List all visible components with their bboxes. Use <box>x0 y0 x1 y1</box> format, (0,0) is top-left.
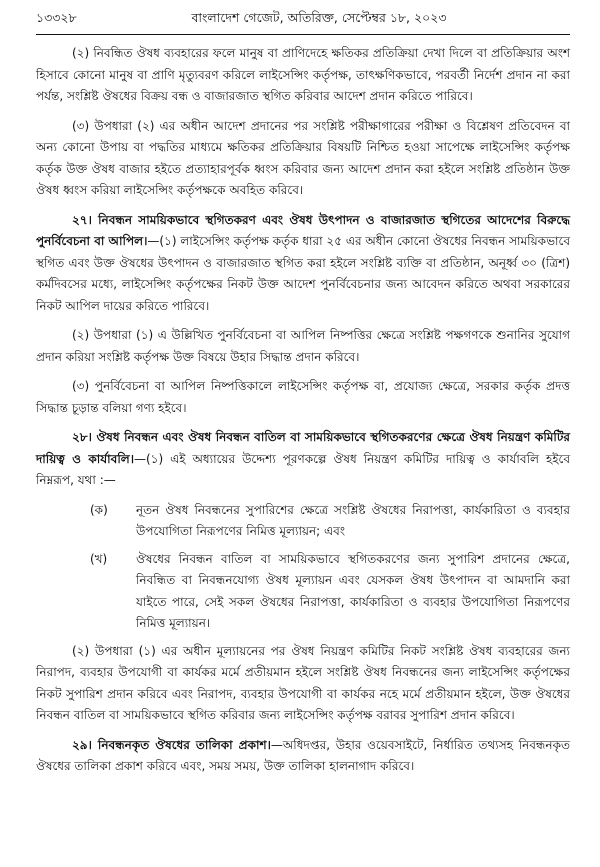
list-item-text: ঔষধের নিবন্ধন বাতিল বা সাময়িকভাবে স্থগিতকরণের জন্য সুপারিশ প্রদানের ক্ষেত্রে, নিবন্ধিত বা নিবন্ধনযোগ্য ঔষধ মূল্যায়ন এবং যেসকল ঔষধ উৎপাদন বা আমদানি করা যাইতে পারে, সেই সকল ঔষধের নিরাপত্তা, কার্যকারিতা ও ব্যবহার উপযোগিতা নিরূপণের নিমিত্ত মূল্যায়ন। <box>136 551 570 630</box>
section-27-heading: ২৭। নিবন্ধন সাময়িকভাবে স্থগিতকরণ এবং ঔষধ উৎপাদন ও বাজারজাত স্থগিতের আদেশের বিরুদ্ধে পুনর্বিবেচনা বা আপিল। <box>36 212 570 248</box>
page-number: ১৩৩২৮ <box>36 10 77 25</box>
section-27-body: —(১) লাইসেন্সিং কর্তৃপক্ষ কর্তৃক ধারা ২৫ এর অধীন কোনো ঔষধের নিবন্ধন সাময়িকভাবে স্থগিত এবং উক্ত ঔষধের উৎপাদন ও বাজারজাত স্থগিত করা হইলে সংশ্লিষ্ট ব্যক্তি বা প্রতিষ্ঠান, অনূর্ধ্ব ৩০ (ত্রিশ) কর্মদিবসের মধ্যে, লাইসেন্সিং কর্তৃপক্ষের নিকট উক্ত আদেশ পুনর্বিবেচনার জন্য আবেদন করিতে অথবা সরকারের নিকট আপিল দায়ের করিতে পারিবে। <box>36 234 570 313</box>
section-28-heading: ২৮। ঔষধ নিবন্ধন এবং ঔষধ নিবন্ধন বাতিল বা সাময়িকভাবে স্থগিতকরণের ক্ষেত্রে ঔষধ নিয়ন্ত্রণ কমিটির দায়িত্ব ও কার্যাবলি। <box>36 430 570 466</box>
gazette-title: বাংলাদেশ গেজেট, অতিরিক্ত, সেপ্টেম্বর ১৮, ২০২৩ <box>191 10 447 25</box>
section-28-paragraph-1 <box>36 427 570 492</box>
paragraph-25-2: (২) নিবন্ধিত ঔষধ ব্যবহারের ফলে মানুষ বা প্রাণিদেহে ক্ষতিকর প্রতিক্রিয়া দেখা দিলে বা প্রতিক্রিয়ার অংশ হিসাবে কোনো মানুষ বা প্রাণি মৃত্যুবরণ করিলে লাইসেন্সিং কর্তৃপক্ষ, তাৎক্ষণিকভাবে, পরবর্তী নির্দেশ প্রদান না করা পর্যন্ত, সংশ্লিষ্ট ঔষধের বিক্রয় বন্ধ ও বাজারজাত স্থগিত করিবার আদেশ প্রদান করিতে পারিবে। <box>36 46 570 103</box>
list-item <box>90 549 570 635</box>
list-item-text: নূতন ঔষধ নিবন্ধনের সুপারিশের ক্ষেত্রে সংশ্লিষ্ট ঔষধের নিরাপত্তা, কার্যকারিতা ও ব্যবহার উপযোগিতা নিরূপণের নিমিত্ত মূল্যায়ন; এবং <box>136 502 570 538</box>
section-28-body: —(১) এই অধ্যায়ের উদ্দেশ্য পূরণকল্পে ঔষধ নিয়ন্ত্রণ কমিটির দায়িত্ব ও কার্যাবলি হইবে নিম্নরূপ, যথা :— <box>36 451 571 487</box>
list-item-marker: (খ) <box>90 551 108 566</box>
section-28-paragraph-2: (২) উপধারা (১) এর অধীন মূল্যায়নের পর ঔষধ নিয়ন্ত্রণ কমিটির নিকট সংশ্লিষ্ট ঔষধ ব্যবহারের জন্য নিরাপদ, ব্যবহার উপযোগী বা কার্যকর মর্মে প্রতীয়মান হইলে সংশ্লিষ্ট ঔষধ নিবন্ধনের জন্য লাইসেন্সিং কর্তৃপক্ষের নিকট সুপারিশ প্রদান করিবে এবং নিরাপদ, ব্যবহার উপযোগী বা কার্যকর নহে মর্মে প্রতীয়মান হইলে, উক্ত ঔষধের নিবন্ধন বাতিল বা সাময়িকভাবে স্থগিত করিবার জন্য লাইসেন্সিং কর্তৃপক্ষ বরাবর সুপারিশ প্রদান করিবে। <box>36 643 570 722</box>
header-rule <box>36 34 570 35</box>
section-27-paragraph-3: (৩) পুনর্বিবেচনা বা আপিল নিষ্পত্তিকালে লাইসেন্সিং কর্তৃপক্ষ বা, প্রযোজ্য ক্ষেত্রে, সরকার কর্তৃক প্রদত্ত সিদ্ধান্ত চূড়ান্ত বলিয়া গণ্য হইবে। <box>36 379 570 415</box>
section-27-paragraph-2: (২) উপধারা (১) এ উল্লিখিত পুনর্বিবেচনা বা আপিল নিষ্পত্তির ক্ষেত্রে সংশ্লিষ্ট পক্ষগণকে শুনানির সুযোগ প্রদান করিয়া সংশ্লিষ্ট কর্তৃপক্ষ উক্ত বিষয়ে উহার সিদ্ধান্ত প্রদান করিবে। <box>36 328 570 364</box>
page-header <box>36 10 570 32</box>
section-29-heading: ২৯। নিবন্ধনকৃত ঔষধের তালিকা প্রকাশ। <box>72 737 271 752</box>
list-item-marker: (ক) <box>90 502 108 517</box>
section-29-body: —অধিদপ্তর, উহার ওয়েবসাইটে, নির্ধারিত তথ্যসহ নিবন্ধনকৃত ঔষধের তালিকা প্রকাশ করিবে এবং, সময় সময়, উক্ত তালিকা হালনাগাদ করিবে। <box>36 737 570 773</box>
paragraph-25-3: (৩) উপধারা (২) এর অধীন আদেশ প্রদানের পর সংশ্লিষ্ট পরীক্ষাগারের পরীক্ষা ও বিশ্লেষণ প্রতিবেদন বা অন্য কোনো উপায় বা পদ্ধতির মাধ্যমে ক্ষতিকর প্রতিক্রিয়ার বিষয়টি নিশ্চিত হওয়া সাপেক্ষে লাইসেন্সিং কর্তৃপক্ষ কর্তৃক উক্ত ঔষধ বাজার হইতে প্রত্যাহারপূর্বক ধ্বংস করিবার জন্য আদেশ প্রদান করা হইলে সংশ্লিষ্ট প্রতিষ্ঠান উক্ত ঔষধ ধ্বংস করিয়া লাইসেন্সিং কর্তৃপক্ষকে অবহিত করিবে। <box>36 118 570 197</box>
section-27-paragraph-1 <box>36 210 570 318</box>
section-29-paragraph <box>36 735 570 778</box>
list-item <box>90 500 570 543</box>
